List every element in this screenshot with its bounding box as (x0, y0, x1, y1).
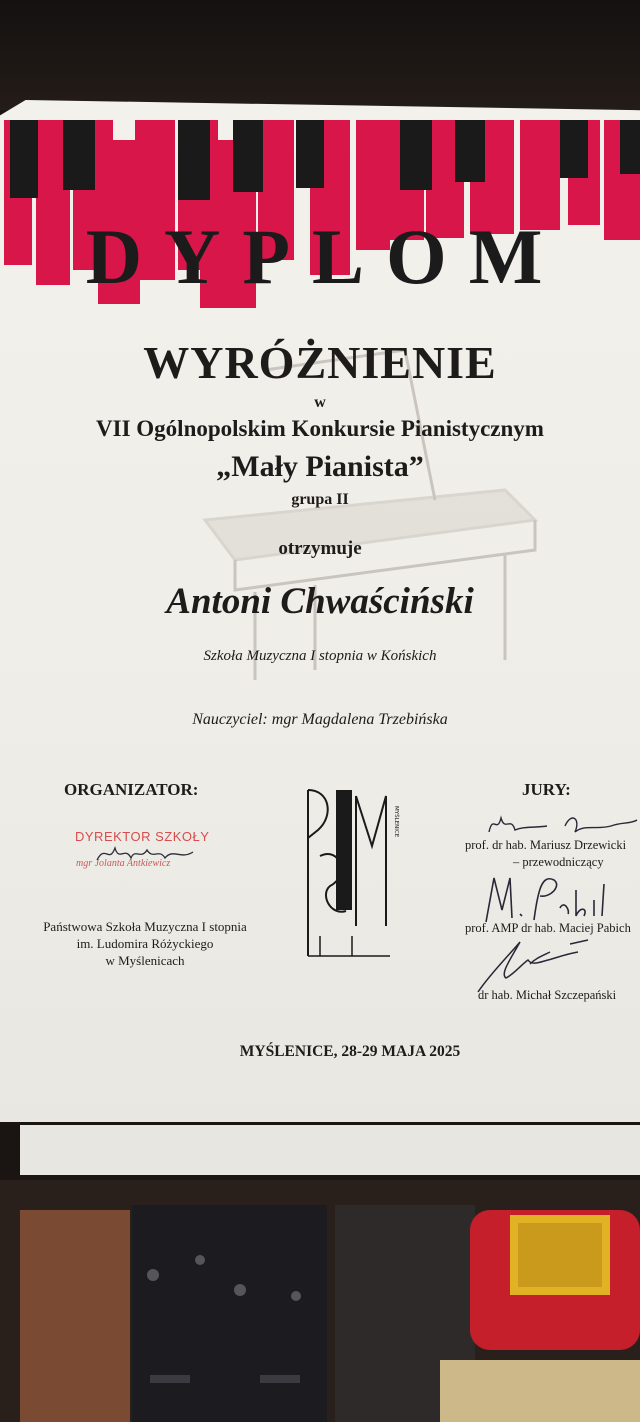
jury-heading: JURY: (522, 780, 571, 799)
jury-member-1: prof. dr hab. Mariusz Drzewicki (465, 838, 627, 852)
director-stamp-title: DYREKTOR SZKOŁY (75, 829, 210, 844)
jury-signature-2 (480, 870, 610, 928)
organizer-heading: ORGANIZATOR: (64, 780, 199, 799)
jury-signature-1 (485, 808, 640, 840)
organizer-name-line2: im. Ludomira Różyckiego (76, 936, 214, 951)
desk-objects (0, 1180, 640, 1422)
organizer-name-line3: w Myślenicach (105, 953, 185, 968)
background-top (0, 0, 640, 110)
school-logo (300, 786, 400, 961)
award-preposition: w (314, 394, 326, 411)
competition-name: „Mały Pianista” (216, 450, 424, 483)
competition-group: grupa II (291, 491, 349, 508)
director-stamp-name: mgr Jolanta Antkiewicz (76, 858, 171, 869)
award-title: WYRÓŻNIENIE (143, 337, 497, 388)
recipient-name: Antoni Chwaściński (166, 581, 474, 622)
jury-member-3: dr hab. Michał Szczepański (478, 988, 617, 1002)
logo-text: MYŚLENICE (393, 806, 399, 838)
diploma-heading: DYPLOM (85, 213, 565, 300)
organizer-name-line1: Państwowa Szkoła Muzyczna I stopnia (43, 919, 247, 934)
receives-label: otrzymuje (278, 538, 362, 559)
paper-underneath (20, 1125, 640, 1175)
director-signature (95, 842, 205, 866)
recipient-teacher: Nauczyciel: mgr Magdalena Trzebińska (192, 711, 448, 728)
organizer-name (22, 918, 268, 969)
competition-line: VII Ogólnopolskim Konkursie Pianistycznym (96, 416, 544, 441)
place-and-date: MYŚLENICE, 28-29 MAJA 2025 (239, 1043, 461, 1060)
jury-member-2: prof. AMP dr hab. Maciej Pabich (465, 921, 631, 935)
jury-member-1-role: – przewodniczący (513, 855, 604, 869)
recipient-school: Szkoła Muzyczna I stopnia w Końskich (203, 648, 437, 664)
